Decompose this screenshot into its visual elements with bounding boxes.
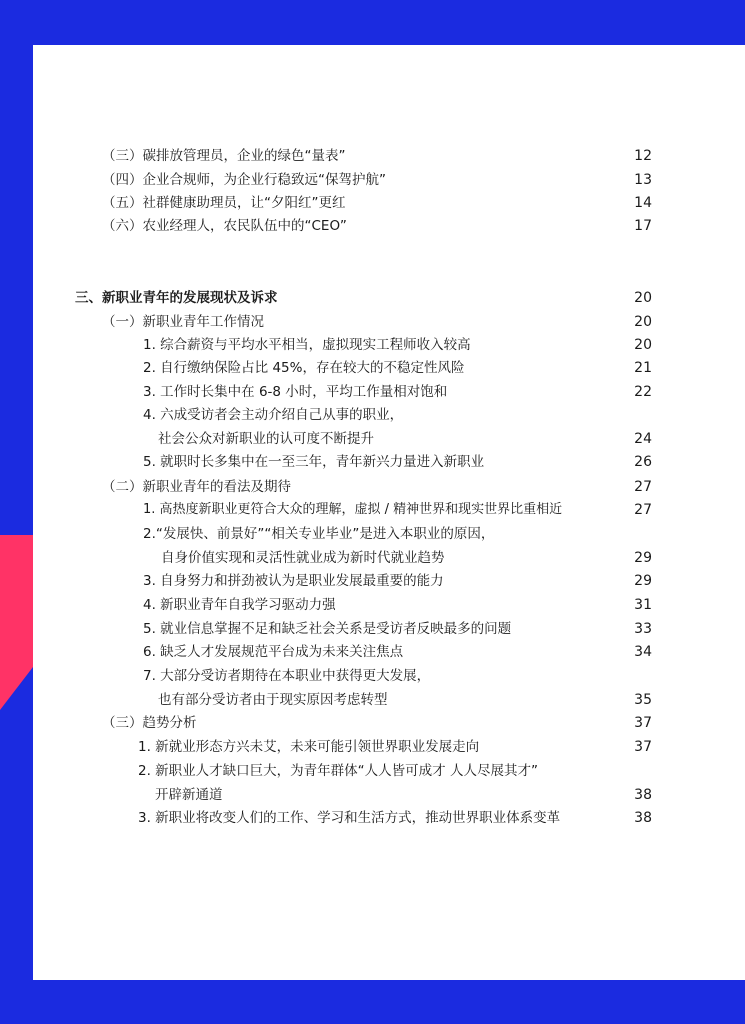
- toc-page-number: 37: [634, 715, 652, 731]
- toc-entry-text: 2. 新职业人才缺口巨大，为青年群体“人人皆可成才 人人尽展其才”: [138, 763, 538, 779]
- toc-page-number: 26: [634, 454, 652, 470]
- toc-entry-text: 3. 自身努力和拼劲被认为是职业发展最重要的能力: [143, 573, 444, 589]
- toc-page-number: 13: [634, 172, 652, 188]
- toc-page-number: 29: [634, 573, 652, 589]
- toc-entry-text: 4. 六成受访者会主动介绍自己从事的职业，: [143, 407, 404, 423]
- toc-page-number: 37: [634, 739, 652, 755]
- toc-page-number: 12: [634, 148, 652, 164]
- toc-entry-text: 社会公众对新职业的认可度不断提升: [158, 431, 374, 447]
- toc-entry-text: 开辟新通道: [155, 787, 223, 803]
- toc-page-number: 20: [634, 314, 652, 330]
- toc-page-number: 24: [634, 431, 652, 447]
- toc-page-number: 20: [634, 290, 652, 306]
- toc-entry-text: （五）社群健康助理员，让“夕阳红”更红: [102, 195, 346, 211]
- toc-page-number: 33: [634, 621, 652, 637]
- toc-entry-text: 2.“发展快、前景好”“相关专业毕业”是进入本职业的原因，: [143, 526, 495, 542]
- toc-entry-text: （一）新职业青年工作情况: [102, 314, 264, 330]
- toc-entry-text: 4. 新职业青年自我学习驱动力强: [143, 597, 336, 613]
- toc-page-number: 14: [634, 195, 652, 211]
- toc-page-number: 38: [634, 810, 652, 826]
- toc-entry-text: 3. 新职业将改变人们的工作、学习和生活方式，推动世界职业体系变革: [138, 810, 561, 826]
- toc-entry-text: （三）碳排放管理员，企业的绿色“量表”: [102, 148, 346, 164]
- toc-entry-text: 1. 高热度新职业更符合大众的理解，虚拟 / 精神世界和现实世界比重相近: [143, 502, 563, 517]
- toc-entry-text: 5. 就业信息掌握不足和缺乏社会关系是受访者反映最多的问题: [143, 621, 512, 637]
- toc-page-number: 20: [634, 337, 652, 353]
- toc-entry-text: 6. 缺乏人才发展规范平台成为未来关注焦点: [143, 644, 404, 660]
- toc-entry-text: 2. 自行缴纳保险占比 45%，存在较大的不稳定性风险: [143, 360, 465, 376]
- toc-entry-text: （六）农业经理人，农民队伍中的“CEO”: [102, 218, 347, 234]
- toc-page-number: 27: [634, 479, 652, 495]
- toc-entry-text: （四）企业合规师，为企业行稳致远“保驾护航”: [102, 172, 386, 188]
- toc-chapter-title: 三、新职业青年的发展现状及诉求: [75, 290, 278, 306]
- toc-page-number: 35: [634, 692, 652, 708]
- toc-page-number: 21: [634, 360, 652, 376]
- toc-page-number: 34: [634, 644, 652, 660]
- toc-entry-text: （三）趋势分析: [102, 715, 197, 731]
- toc-page-number: 38: [634, 787, 652, 803]
- toc-page-number: 17: [634, 218, 652, 234]
- toc-entry-text: 1. 综合薪资与平均水平相当，虚拟现实工程师收入较高: [143, 337, 471, 353]
- toc-page-number: 29: [634, 550, 652, 566]
- toc-entry-text: （二）新职业青年的看法及期待: [102, 479, 291, 495]
- toc-entry-text: 1. 新就业形态方兴未艾，未来可能引领世界职业发展走向: [138, 739, 480, 755]
- toc-entry-text: 5. 就职时长多集中在一至三年，青年新兴力量进入新职业: [143, 454, 485, 470]
- toc-page-number: 27: [634, 502, 652, 518]
- toc-entry-text: 3. 工作时长集中在 6-8 小时，平均工作量相对饱和: [143, 384, 448, 400]
- toc-entry-text: 也有部分受访者由于现实原因考虑转型: [158, 692, 388, 708]
- toc-page-number: 22: [634, 384, 652, 400]
- toc-entry-text: 自身价值实现和灵活性就业成为新时代就业趋势: [161, 550, 445, 566]
- toc-page-number: 31: [634, 597, 652, 613]
- toc-entry-text: 7. 大部分受访者期待在本职业中获得更大发展，: [143, 668, 431, 684]
